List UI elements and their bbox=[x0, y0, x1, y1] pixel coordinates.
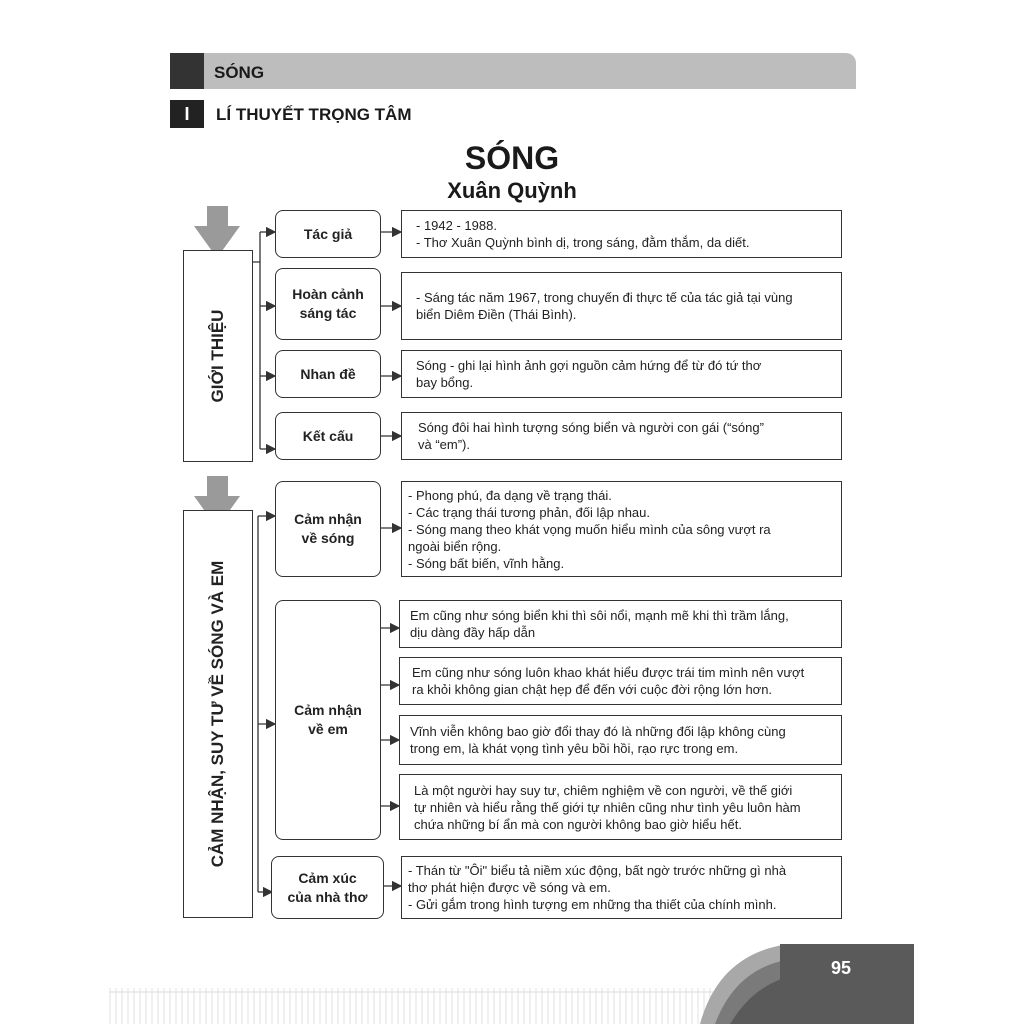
footer-ticks bbox=[110, 988, 716, 1024]
detail-text: Sóng đôi hai hình tượng sóng biển và người con gái (“sóng” và “em”). bbox=[418, 420, 764, 452]
item-label: Nhan đề bbox=[300, 365, 356, 382]
detail-text: Em cũng như sóng biển khi thì sôi nổi, mạnh mẽ khi thì trầm lắng, dịu dàng đầy hấp dẫn bbox=[410, 608, 789, 640]
page-number: 95 bbox=[831, 958, 852, 978]
item-label: Tác giả bbox=[303, 225, 353, 242]
item-label: Hoàn cảnh sáng tác bbox=[292, 286, 364, 321]
item-label: Cảm nhận về em bbox=[294, 702, 362, 737]
detail-text: Sóng - ghi lại hình ảnh gợi nguồn cảm hứng để từ đó tứ thơ bay bổng. bbox=[416, 358, 762, 390]
detail-text: - Phong phú, đa dạng về trạng thái. - Các trạng thái tương phản, đối lập nhau. - Sóng mang theo khát vọng muốn hiểu mình của sông vượt ra ngoài biển rộng. - Sóng bất biến, vĩnh hằng. bbox=[408, 487, 771, 571]
header-title: SÓNG bbox=[214, 63, 265, 82]
poem-title: SÓNG bbox=[464, 140, 560, 176]
item-label: Cảm xúc của nhà thơ bbox=[287, 869, 368, 905]
poem-author: Xuân Quỳnh bbox=[447, 178, 577, 203]
detail-text: Là một người hay suy tư, chiêm nghiệm về con người, về thế giới tự nhiên và hiểu rằng thế giới tự nhiên cũng như tình yêu luôn hàm chứa những bí ẩn mà con người không bao giờ hiểu hết. bbox=[414, 782, 801, 832]
group-perception-label: CẢM NHẬN, SUY TƯ VỀ SÓNG VÀ EM bbox=[208, 560, 227, 868]
detail-text: - Thán từ "Ôi" biểu tả niềm xúc động, bất ngờ trước những gì nhà thơ phát hiện được về sóng và em. - Gửi gắm trong hình tượng em những tha thiết của chính mình. bbox=[408, 863, 787, 912]
detail-text: - 1942 - 1988. - Thơ Xuân Quỳnh bình dị, trong sáng, đằm thắm, da diết. bbox=[416, 218, 750, 250]
detail-text: Vĩnh viễn không bao giờ đổi thay đó là những đối lập không cùng trong em, là khát vọng tình yêu bồi hồi, rạo rực trong em. bbox=[410, 724, 786, 756]
section-number: I bbox=[170, 100, 204, 128]
group-intro-label: GIỚI THIỆU bbox=[208, 309, 227, 403]
item-label: Cảm nhận về sóng bbox=[294, 511, 362, 546]
section-title: LÍ THUYẾT TRỌNG TÂM bbox=[216, 105, 412, 124]
detail-text: Em cũng như sóng luôn khao khát hiểu được trái tim mình nên vượt ra khỏi không gian chật hẹp để đến với cuộc đời rộng lớn hơn. bbox=[412, 665, 805, 697]
detail-text: - Sáng tác năm 1967, trong chuyến đi thực tế của tác giả tại vùng biển Diêm Điền (Thái Bình). bbox=[416, 290, 793, 322]
item-label: Kết cấu bbox=[302, 427, 354, 444]
